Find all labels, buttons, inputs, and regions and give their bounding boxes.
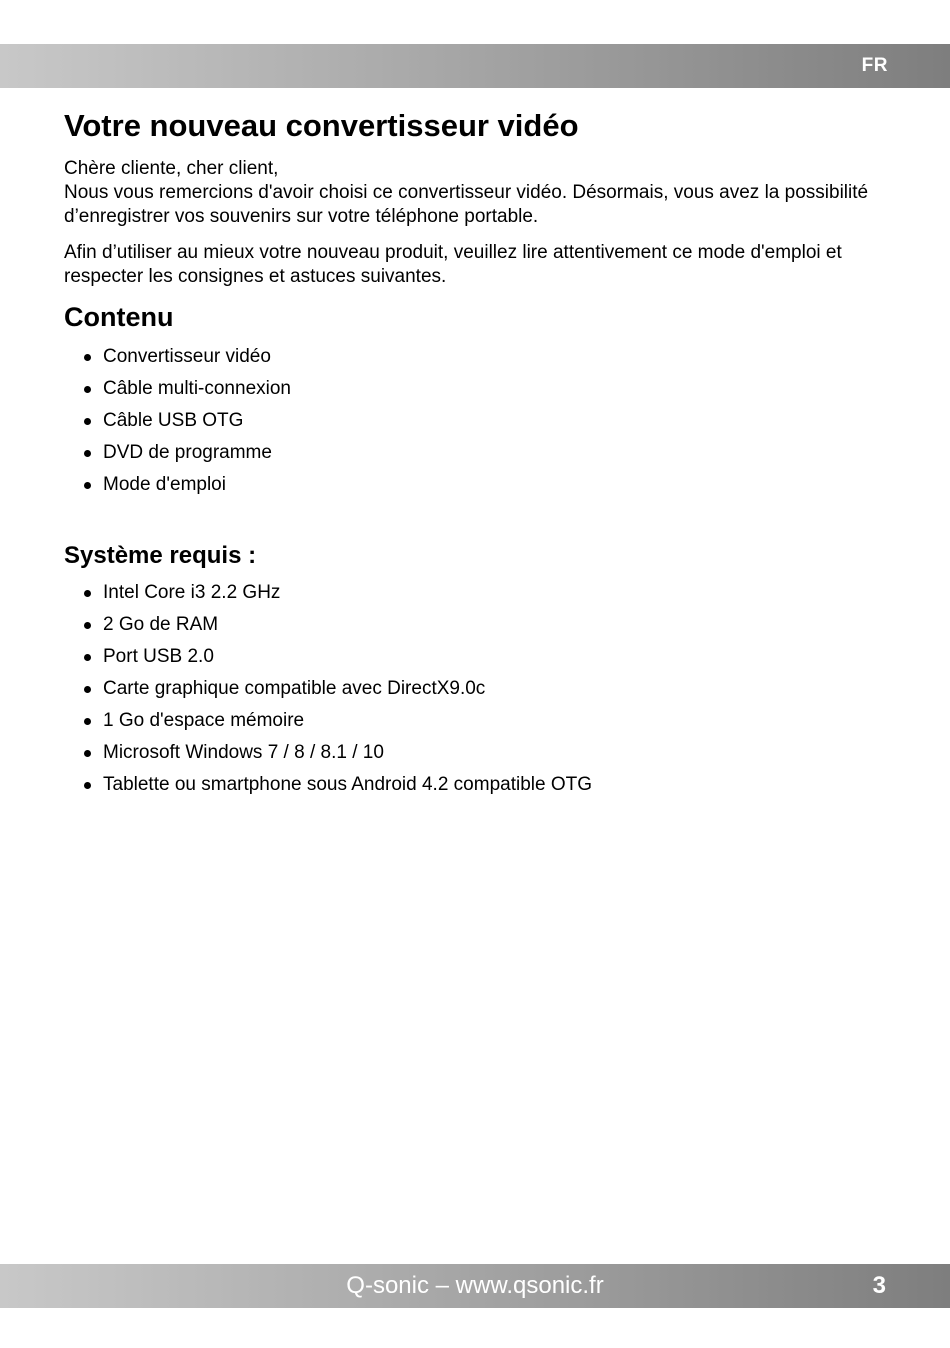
bullet-icon (84, 782, 91, 789)
list-item (64, 641, 894, 673)
intro-thanks: Nous vous remercions d'avoir choisi ce convertisseur vidéo. Désormais, vous avez la possibilité d’enregistrer vos souvenirs sur votre téléphone portable. (64, 182, 869, 227)
list-item (64, 577, 894, 609)
header-band (0, 44, 950, 88)
intro-salutation: Chère cliente, cher client, (64, 158, 279, 179)
list-item-text: Tablette ou smartphone sous Android 4.2 compatible OTG (103, 774, 592, 795)
list-item (64, 609, 894, 641)
bullet-icon (84, 482, 91, 489)
contents-list (64, 341, 894, 501)
list-item-text: Convertisseur vidéo (103, 346, 271, 367)
list-item (64, 373, 894, 405)
bullet-icon (84, 622, 91, 629)
bullet-icon (84, 750, 91, 757)
requirements-heading: Système requis : (64, 542, 257, 569)
list-item (64, 705, 894, 737)
bullet-icon (84, 354, 91, 361)
list-item-text: Câble multi-connexion (103, 378, 291, 399)
list-item (64, 737, 894, 769)
list-item-text: Intel Core i3 2.2 GHz (103, 582, 281, 603)
requirements-list (64, 577, 894, 801)
list-item-text: 1 Go d'espace mémoire (103, 710, 305, 731)
list-item-text: Mode d'emploi (103, 474, 226, 495)
footer-website: Q-sonic – www.qsonic.fr (346, 1272, 604, 1299)
contents-heading: Contenu (64, 302, 174, 332)
page-title: Votre nouveau convertisseur vidéo (64, 108, 579, 143)
list-item (64, 405, 894, 437)
bullet-icon (84, 450, 91, 457)
list-item-text: Port USB 2.0 (103, 646, 214, 667)
list-item (64, 673, 894, 705)
list-item (64, 437, 894, 469)
list-item-text: 2 Go de RAM (103, 614, 219, 635)
main-content (64, 106, 894, 801)
list-item (64, 341, 894, 373)
bullet-icon (84, 386, 91, 393)
footer-band (0, 1264, 950, 1308)
list-item-text: Carte graphique compatible avec DirectX9.0c (103, 678, 486, 699)
page-number: 3 (872, 1272, 886, 1299)
bullet-icon (84, 718, 91, 725)
language-label: FR (861, 55, 888, 76)
list-item (64, 769, 894, 801)
intro-advice: Afin d’utiliser au mieux votre nouveau produit, veuillez lire attentivement ce mode d'emploi et respecter les consignes et astuces suivantes. (64, 242, 842, 287)
bullet-icon (84, 418, 91, 425)
list-item-text: Microsoft Windows 7 / 8 / 8.1 / 10 (103, 742, 384, 763)
list-item-text: DVD de programme (103, 442, 272, 463)
list-item (64, 469, 894, 501)
bullet-icon (84, 686, 91, 693)
bullet-icon (84, 654, 91, 661)
bullet-icon (84, 590, 91, 597)
list-item-text: Câble USB OTG (103, 410, 244, 431)
